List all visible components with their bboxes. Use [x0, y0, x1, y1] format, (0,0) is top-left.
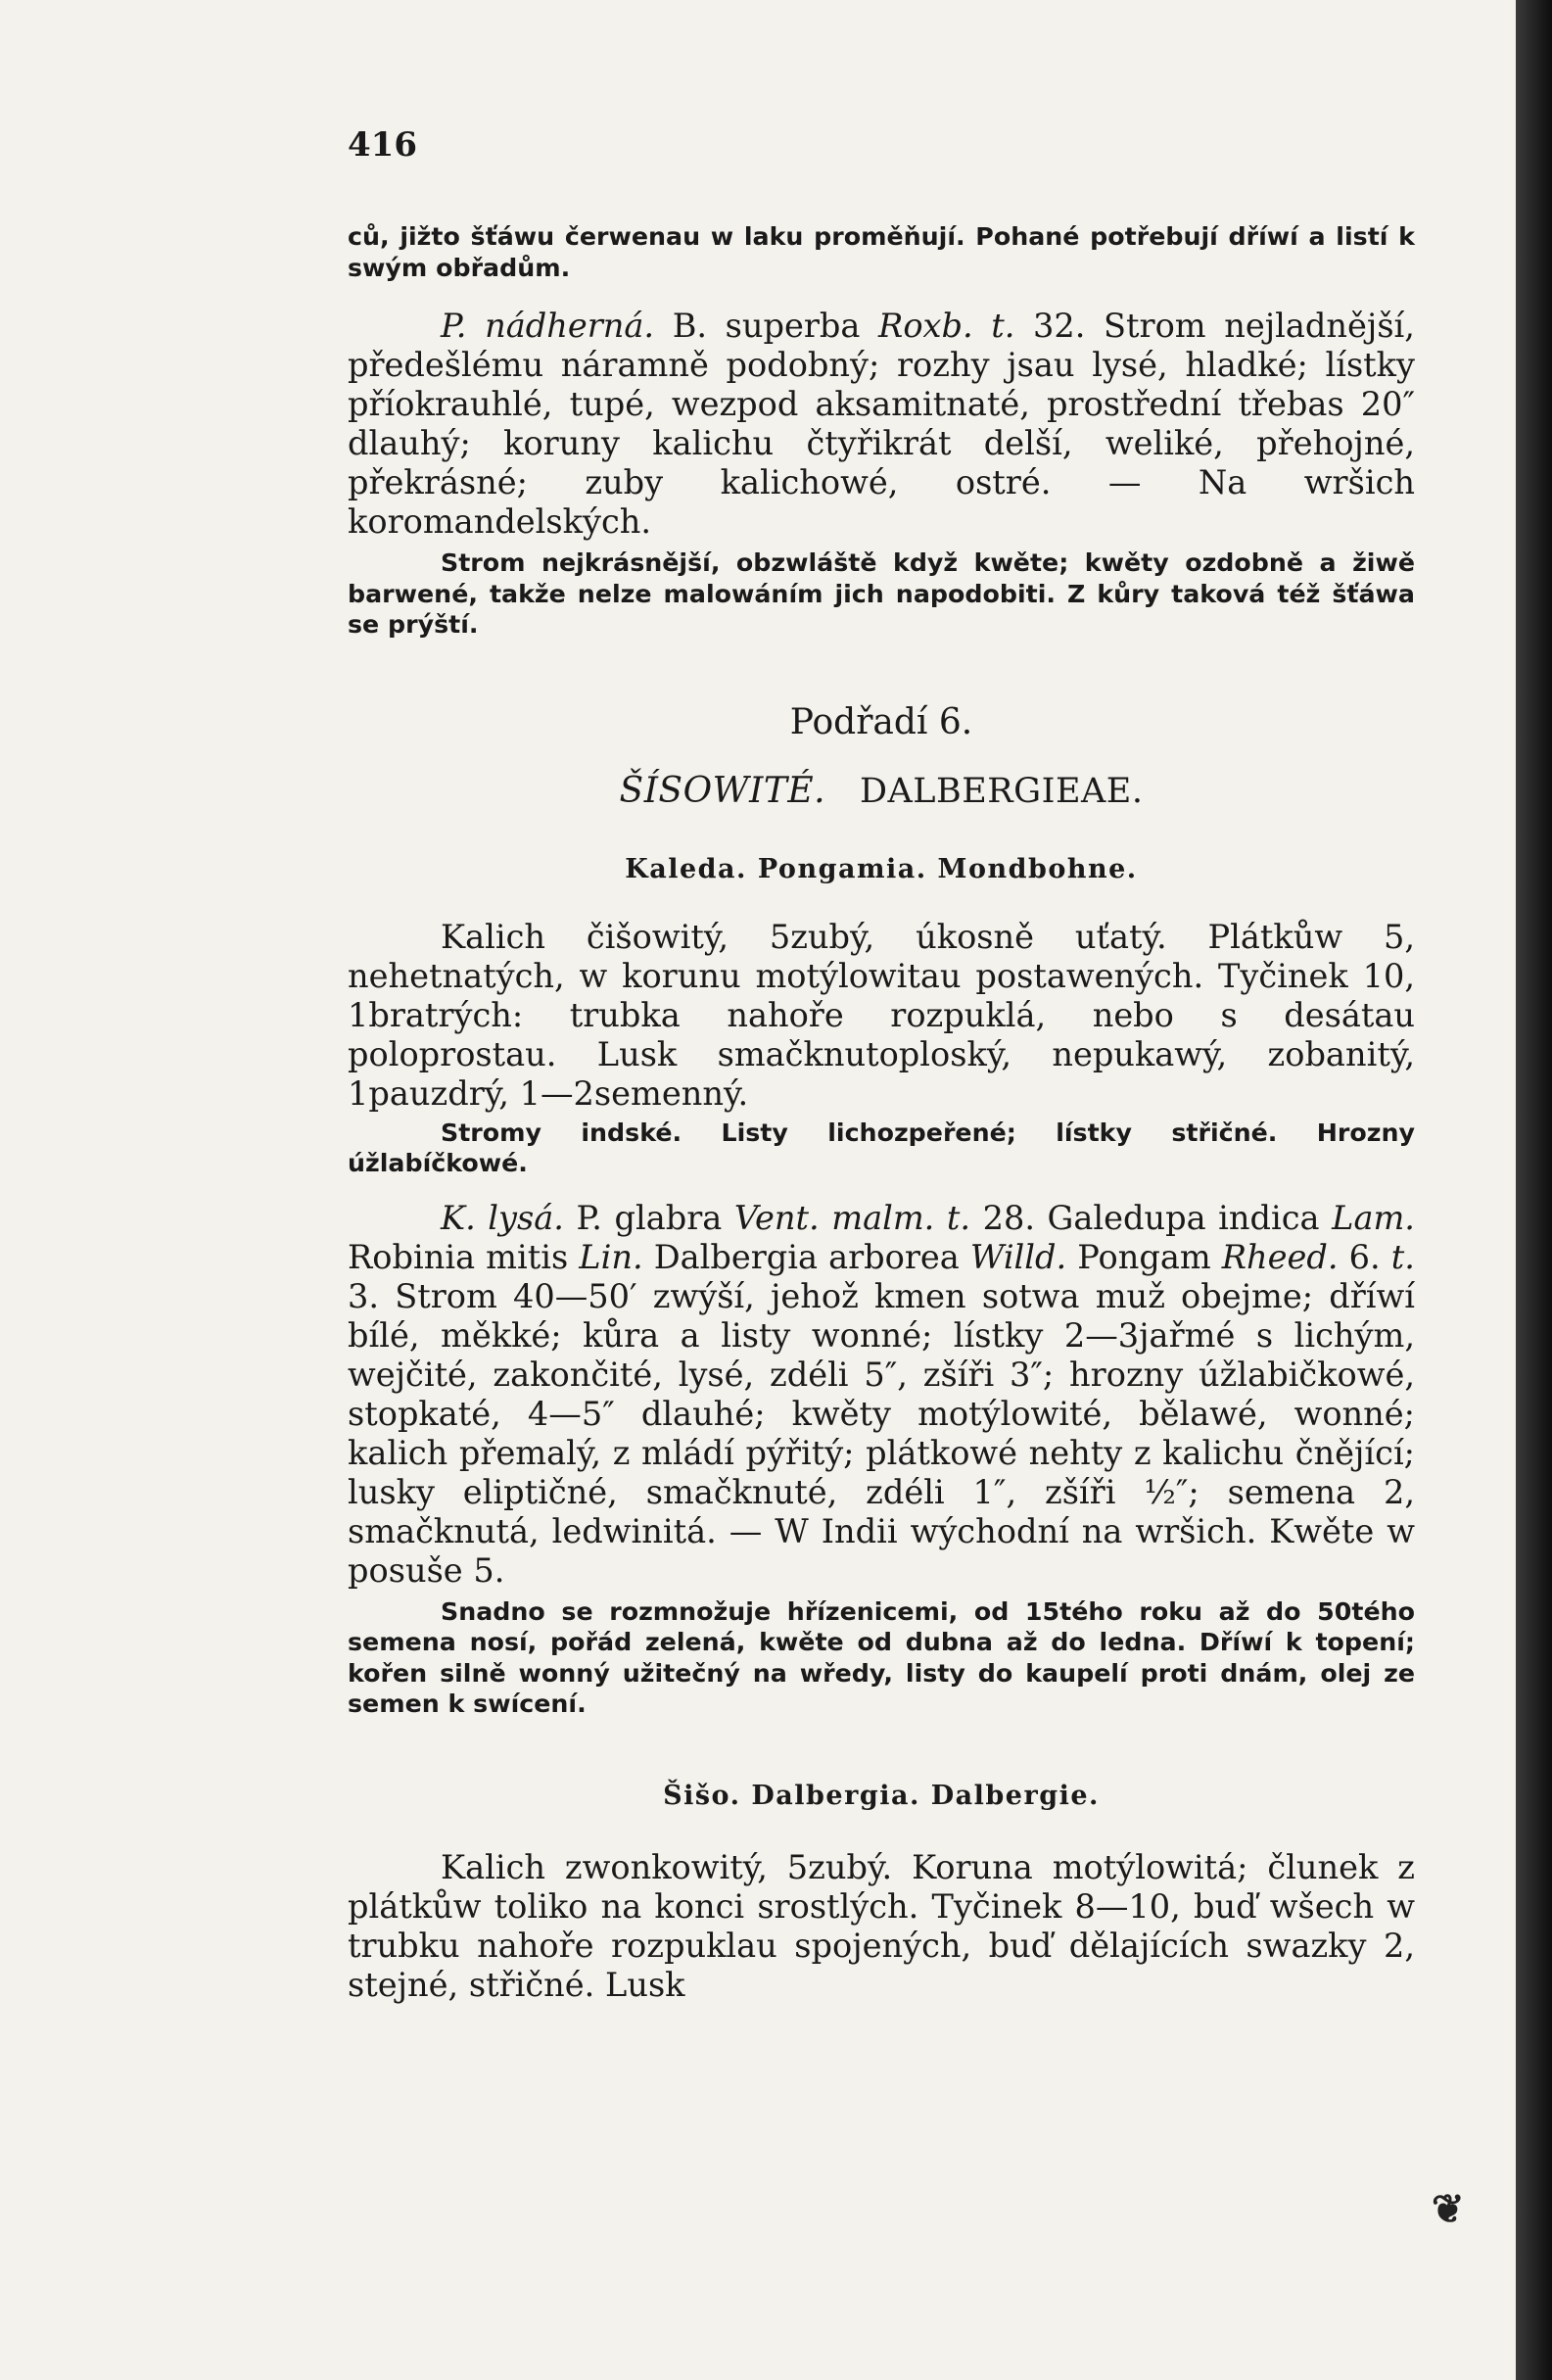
genus-heading-pongamia: Kaleda. Pongamia. Mondbohne. [625, 853, 1138, 884]
species-note: Strom nejkrásnější, obzwláště když kwěte; kwěty ozdobně a žiwě barwené, takže nelze malowáním jich napodobiti. Z kůry taková též šťáwa se prýští. [348, 548, 1415, 639]
species-note-glabra: Snadno se rozmnožuje hřízenicemi, od 15tého roku až do 50tého semena nosí, pořád zelená, kwěte od dubna až do ledna. Dříwí k topení; kořen silně wonný užitečný na wředy, listy do kaupelí proti dnám, olej ze semen k swícení. [348, 1596, 1415, 1718]
genus-heading-dalbergia: Šišo. Dalbergia. Dalbergie. [663, 1780, 1100, 1811]
species-synonym: B. superba [672, 307, 861, 345]
species-pongamia-superba [348, 307, 1415, 542]
page-edge [1516, 0, 1552, 2380]
genus-note-pongamia: Stromy indské. Listy lichozpeřené; lístky střičné. Hrozny úžlabíčkowé. [348, 1118, 1415, 1177]
family-czech: ŠÍSOWITÉ. [619, 770, 826, 811]
species-author: Roxb. t. [878, 307, 1015, 345]
species-pongamia-glabra: K. lysá. P. glabra Vent. malm. t. 28. Galedupa indica Lam. Robinia mitis Lin. Dalbergia arborea Willd. Pongam Rheed. 6. t. 3. Strom 40—50′ zwýší, jehož kmen sotwa muž obejme; dříwí bílé, měkké; kůra a listy wonné; lístky 2—3jařmé s lichým, wejčité, zakončité, lysé, zdéli 5″, zšíři 3″; hrozny úžlabičkowé, stopkaté, 4—5″ dlauhé; kwěty motýlowité, bělawé, wonné; kalich přemalý, z mládí pýřitý; plátkowé nehty z kalichu čnějící; lusky eliptičné, smačknuté, zdéli 1″, zšíři ½″; semena 2, smačknutá, ledwinitá. — W Indii wýchodní na wršich. Kwěte w posuše 5. [348, 1198, 1415, 1590]
family-heading [348, 772, 1415, 811]
page-text [348, 127, 1415, 2005]
page-number: 416 [348, 125, 417, 165]
intro-paragraph: ců, jižto šťáwu čerwenau w laku proměňují. Pohané potřebují dříwí a listí k swým obřadům. [348, 222, 1415, 282]
suborder-title: Podřadí 6. [789, 701, 973, 742]
genus-description-dalbergia: Kalich zwonkowitý, 5zubý. Koruna motýlowitá; člunek z plátkůw toliko na konci srostlých. Tyčinek 8—10, buď wšech w trubku nahoře rozpuklau spojených, buď dělajících swazky 2, stejné, střičné. Lusk [348, 1847, 1415, 2004]
family-latin: DALBERGIEAE. [859, 771, 1144, 811]
ink-mark-icon: ❦ [1432, 2186, 1465, 2232]
species-description: 32. Strom nejladnější, předešlému náramně podobný; rozhy jsau lysé, hladké; lístky příokrauhlé, tupé, wezpod aksamitnaté, prostřední třebas 20″ dlauhý; koruny kalichu čtyřikrát delší, weliké, přehojné, překrásné; zuby kalichowé, ostré. — Na wršich koromandelských. [348, 307, 1415, 541]
genus-description-pongamia: Kalich čišowitý, 5zubý, úkosně uťatý. Plátkůw 5, nehetnatých, w korunu motýlowitau postawených. Tyčinek 10, 1bratrých: trubka nahoře rozpuklá, nebo s desátau poloprostau. Lusk smačknutoploský, nepukawý, zobanitý, 1pauzdrý, 1—2semenný. [348, 917, 1415, 1113]
species-name: P. nádherná. [441, 307, 655, 345]
